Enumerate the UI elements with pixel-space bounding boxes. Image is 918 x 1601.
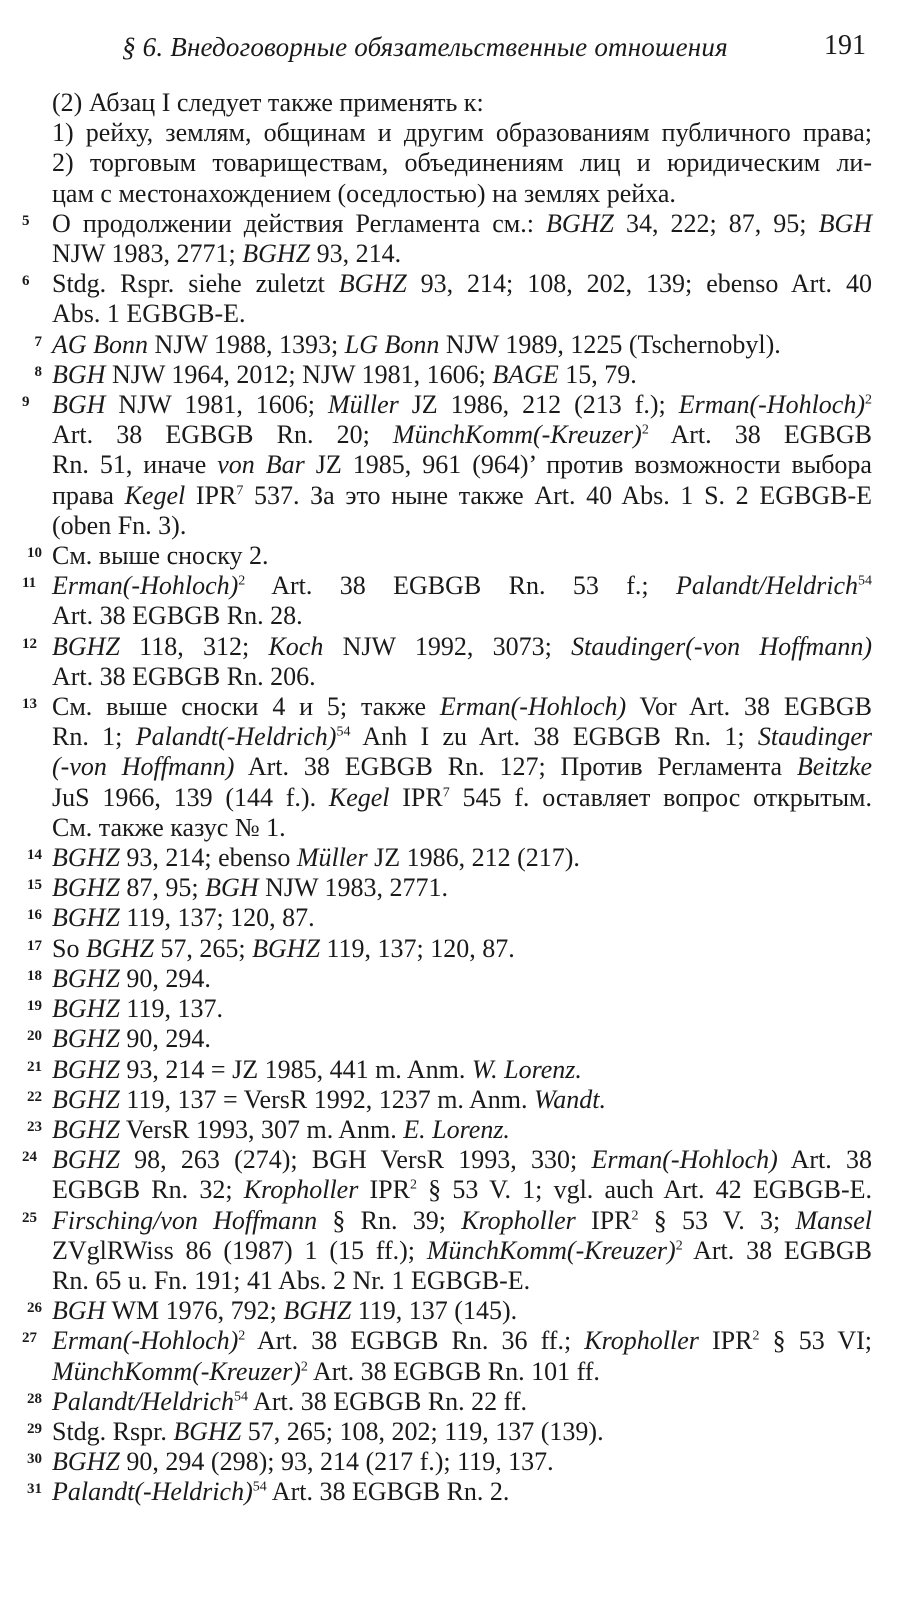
line-text: Stdg. Rspr. BGHZ 57, 265; 108, 202; 119, 137 (139).	[52, 1416, 604, 1446]
footnote-number: 30	[27, 1451, 42, 1468]
line-text: Rn. 65 u. Fn. 191; 41 Abs. 2 Nr. 1 EGBGB-E.	[52, 1265, 531, 1295]
line-text: О продолжении действия Регламента см.: BGHZ 34, 222; 87, 95; BGH	[52, 208, 872, 238]
line-text: (oben Fn. 3).	[52, 510, 187, 540]
footnote-number: 15	[27, 877, 42, 894]
text-line	[52, 481, 872, 511]
line-text: Rn. 51, иначе von Bar JZ 1985, 961 (964)’ против возможности выбора	[52, 450, 872, 480]
footnote-number: 16	[27, 907, 42, 924]
text-line	[52, 450, 872, 480]
footnote-line-start	[27, 1416, 872, 1447]
footnote-number: 11	[22, 575, 37, 592]
line-text: BGHZ 87, 95; BGH NJW 1983, 2771.	[52, 873, 449, 903]
text-line	[52, 239, 872, 269]
line-text: Palandt/Heldrich$^{54}$ Art. 38 EGBGB Rn. 22 ff.	[52, 1386, 528, 1416]
footnote-line-start	[27, 873, 872, 903]
text-line	[52, 148, 872, 178]
footnote-line-start	[22, 692, 872, 722]
footnote-line-start	[27, 1386, 872, 1417]
line-text: AG Bonn NJW 1988, 1393; LG Bonn NJW 1989, 1225 (Tschernobyl).	[52, 329, 781, 359]
line-text: См. также казус № 1.	[52, 812, 286, 842]
footnote-line-start	[27, 541, 872, 571]
text-line	[52, 1266, 872, 1296]
line-text: BGHZ 119, 137 = VersR 1992, 1237 m. Anm. Wandt.	[52, 1084, 606, 1114]
line-text: BGH NJW 1964, 2012; NJW 1981, 1606; BAGE 15, 79.	[52, 359, 637, 389]
footnote-line-start	[22, 631, 872, 662]
footnote-number: 5	[22, 212, 30, 229]
line-text: BGHZ 93, 214; ebenso Müller JZ 1986, 212 (217).	[52, 843, 580, 873]
footnote-line-start	[27, 903, 872, 933]
footnote-line-start	[22, 208, 872, 239]
line-text: MünchKomm(-Kreuzer)$^2$ Art. 38 EGBGB Rn. 101 ff.	[52, 1356, 600, 1386]
text-line	[52, 752, 872, 782]
line-text: BGHZ 98, 263 (274); BGH VersR 1993, 330; Erman(-Hohloch) Art. 38	[52, 1145, 872, 1175]
footnote-line-start	[22, 390, 872, 420]
footnote-number: 14	[27, 847, 42, 864]
text-line	[52, 299, 872, 329]
line-text: Rn. 1; Palandt(-Heldrich)$^{54}$ Anh I zu Art. 38 EGBGB Rn. 1; Staudinger	[52, 722, 872, 752]
footnote-number: 13	[22, 696, 37, 713]
footnote-number: 26	[27, 1300, 42, 1317]
line-text: BGH WM 1976, 792; BGHZ 119, 137 (145).	[52, 1296, 518, 1326]
footnote-line-start	[27, 1024, 872, 1054]
text-line	[52, 1236, 872, 1266]
footnote-line-start	[34, 359, 872, 390]
text-line	[52, 420, 872, 450]
footnote-number: 9	[22, 394, 30, 411]
footnote-line-start	[27, 1296, 872, 1326]
text-line	[52, 118, 872, 148]
line-text: 2) торговым товариществам, объединениям лиц и юридическим ли-	[52, 148, 872, 178]
footnote-number: 24	[22, 1149, 37, 1166]
footnote-line-start	[22, 1326, 872, 1356]
footnote-number: 22	[27, 1088, 42, 1105]
line-text: (-von Hoffmann) Art. 38 EGBGB Rn. 127; Против Регламента Beitzke	[52, 752, 872, 782]
footnote-line-start	[27, 1114, 872, 1145]
line-text: BGHZ 119, 137; 120, 87.	[52, 903, 315, 933]
text-line	[52, 179, 872, 209]
line-text: Stdg. Rspr. siehe zuletzt BGHZ 93, 214; 108, 202, 139; ebenso Art. 40	[52, 269, 872, 299]
footnote-number: 25	[22, 1209, 37, 1226]
text-line	[52, 722, 872, 752]
line-text: (2) Абзац I следует также применять к:	[52, 88, 484, 117]
page-number: 191	[824, 30, 866, 61]
footnote-line-start	[22, 571, 872, 601]
footnote-number: 18	[27, 967, 42, 984]
footnote-number: 6	[22, 273, 30, 290]
footnote-line-start	[22, 1145, 872, 1175]
footnote-number: 10	[27, 545, 42, 562]
line-text: Art. 38 EGBGB Rn. 206.	[52, 661, 316, 691]
footnote-line-start	[22, 1205, 872, 1236]
footnote-number: 8	[34, 363, 42, 380]
line-text: цам с местонахождением (оседлостью) на землях рейха.	[52, 178, 676, 208]
footnote-line-start	[27, 1084, 872, 1115]
line-text: BGHZ 90, 294 (298); 93, 214 (217 f.); 119, 137.	[52, 1447, 554, 1477]
line-text: Erman(-Hohloch)$^2$ Art. 38 EGBGB Rn. 36 ff.; Kropholler IPR$^2$ § 53 VI;	[52, 1326, 872, 1356]
footnote-number: 19	[27, 998, 42, 1015]
footnote-number: 31	[27, 1481, 42, 1498]
footnote-number: 7	[34, 333, 42, 350]
line-text: BGHZ 90, 294.	[52, 1024, 211, 1054]
line-text: См. выше сноски 4 и 5; также Erman(-Hohloch) Vor Art. 38 EGBGB	[52, 692, 872, 722]
line-text: Palandt(-Heldrich)$^{54}$ Art. 38 EGBGB Rn. 2.	[52, 1477, 510, 1507]
line-text: ZVglRWiss 86 (1987) 1 (15 ff.); MünchKomm(-Kreuzer)$^2$ Art. 38 EGBGB	[52, 1235, 872, 1265]
text-lines	[22, 88, 872, 1508]
text-line	[52, 813, 872, 843]
footnote-line-start	[27, 963, 872, 994]
text-line	[52, 1175, 872, 1205]
footnotes-block	[22, 88, 872, 1508]
running-title: § 6. Внедоговорные обязательственные отношения	[122, 32, 728, 62]
footnote-line-start	[22, 269, 872, 299]
line-text: См. выше сноску 2.	[52, 541, 269, 571]
footnote-line-start	[34, 329, 872, 360]
line-text: NJW 1983, 2771; BGHZ 93, 214.	[52, 239, 402, 269]
line-text: BGH NJW 1981, 1606; Müller JZ 1986, 212 (213 f.); Erman(-Hohloch)$^2$	[52, 390, 872, 420]
footnote-number: 29	[27, 1420, 42, 1437]
line-text: BGHZ 118, 312; Koch NJW 1992, 3073; Staudinger(-von Hoffmann)	[52, 631, 872, 661]
footnote-line-start	[27, 1054, 872, 1085]
line-text: права Kegel IPR$^7$ 537. За это ныне также Art. 40 Abs. 1 S. 2 EGBGB-E	[52, 480, 872, 510]
text-line	[52, 88, 872, 118]
line-text: BGHZ 119, 137.	[52, 994, 223, 1024]
footnote-number: 23	[27, 1118, 42, 1135]
footnote-number: 20	[27, 1028, 42, 1045]
text-line	[52, 601, 872, 631]
line-text: BGHZ 90, 294.	[52, 963, 211, 993]
footnote-number: 12	[22, 635, 37, 652]
line-text: BGHZ 93, 214 = JZ 1985, 441 m. Anm. W. Lorenz.	[52, 1054, 582, 1084]
text-line	[52, 662, 872, 692]
page-header	[56, 28, 866, 68]
line-text: Art. 38 EGBGB Rn. 28.	[52, 601, 303, 631]
line-text: EGBGB Rn. 32; Kropholler IPR$^2$ § 53 V. 1; vgl. auch Art. 42 EGBGB-E.	[52, 1175, 872, 1205]
line-text: Art. 38 EGBGB Rn. 20; MünchKomm(-Kreuzer)$^2$ Art. 38 EGBGB	[52, 420, 872, 450]
footnote-number: 28	[27, 1390, 42, 1407]
footnote-number: 21	[27, 1058, 42, 1075]
line-text: Erman(-Hohloch)$^2$ Art. 38 EGBGB Rn. 53 f.; Palandt/Heldrich$^{54}$	[52, 571, 872, 601]
footnote-line-start	[27, 1447, 872, 1477]
line-text: Abs. 1 EGBGB-E.	[52, 299, 246, 329]
footnote-line-start	[27, 1477, 872, 1507]
line-text: 1) рейху, землям, общинам и другим образованиям публичного права;	[52, 118, 872, 148]
line-text: BGHZ VersR 1993, 307 m. Anm. E. Lorenz.	[52, 1114, 510, 1144]
line-text: JuS 1966, 139 (144 f.). Kegel IPR$^7$ 545 f. оставляет вопрос открытым.	[52, 782, 872, 812]
footnote-line-start	[27, 933, 872, 964]
footnote-number: 17	[27, 937, 42, 954]
line-text: Firsching/von Hoffmann § Rn. 39; Kropholler IPR$^2$ § 53 V. 3; Mansel	[52, 1205, 872, 1235]
text-line	[52, 1357, 872, 1387]
footnote-number: 27	[22, 1330, 37, 1347]
text-line	[52, 511, 872, 541]
line-text: So BGHZ 57, 265; BGHZ 119, 137; 120, 87.	[52, 933, 515, 963]
footnote-line-start	[27, 843, 872, 873]
footnote-line-start	[27, 994, 872, 1024]
text-line	[52, 783, 872, 813]
